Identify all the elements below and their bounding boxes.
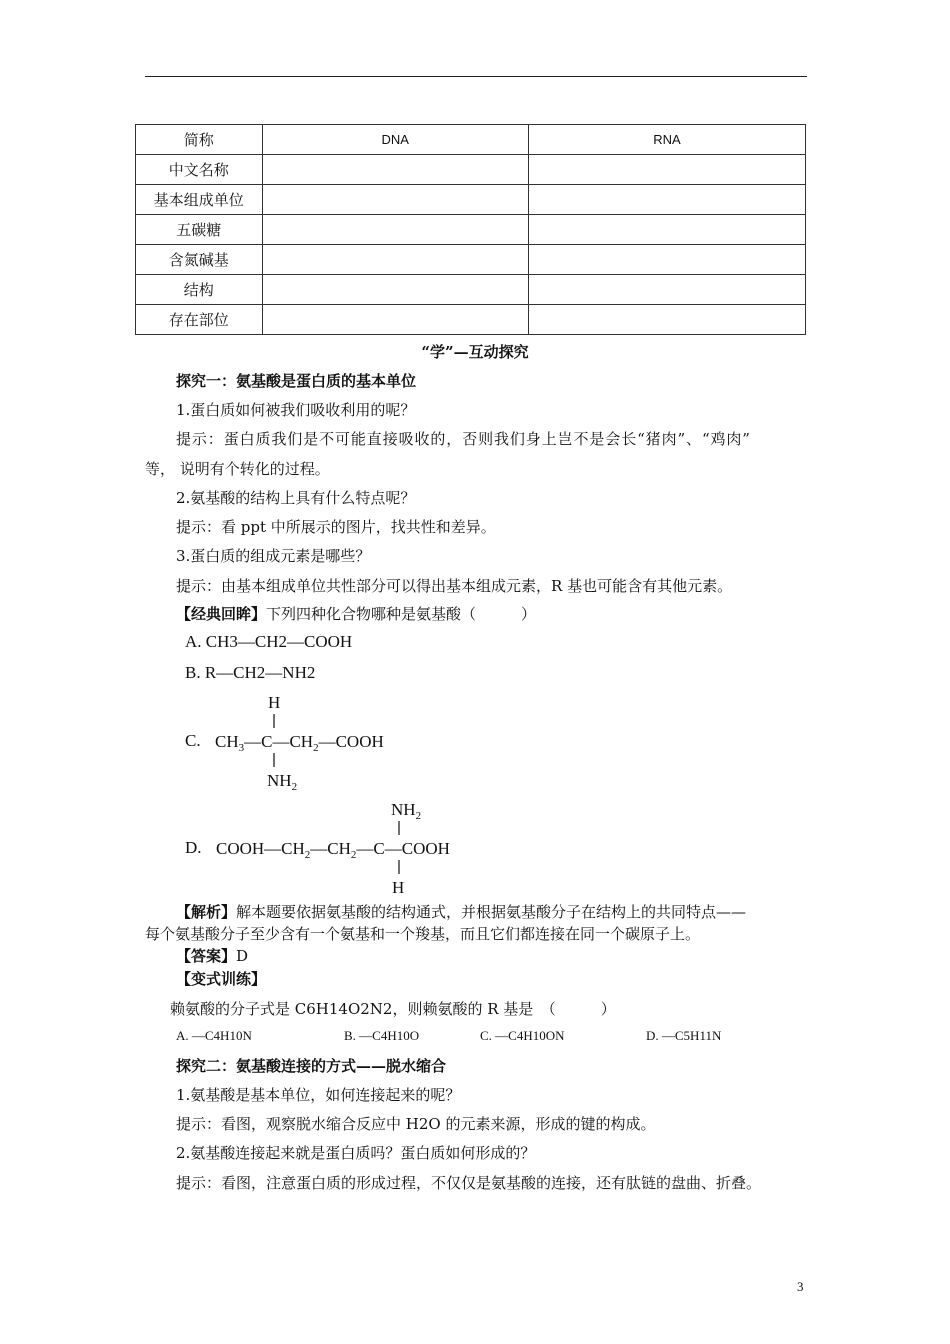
- answer-value: D: [236, 947, 249, 965]
- table-cell: [262, 185, 528, 215]
- table-cell: [262, 245, 528, 275]
- variant-option-c: C. —C4H10ON: [480, 1028, 565, 1043]
- option-d-label: D.: [185, 838, 202, 857]
- c-atom-nh2: $NH_2$: [267, 771, 298, 793]
- table-header-cell: 简称: [136, 125, 263, 155]
- option-b-label: B.: [185, 663, 201, 682]
- analysis-tag: 【解析】: [176, 903, 237, 921]
- header-rule: [145, 76, 807, 77]
- classic-question: 下列四种化合物哪种是氨基酸（ ）: [266, 605, 537, 623]
- option-a-formula: CH3—CH2—COOH: [205, 632, 353, 651]
- inquiry1-hint3: 提示：由基本组成单位共性部分可以得出基本组成元素，R 基也可能含有其他元素。: [176, 577, 733, 595]
- inquiry1-q1: 1.蛋白质如何被我们吸收利用的呢？: [176, 401, 416, 419]
- row-label: 含氮碱基: [136, 245, 263, 275]
- inquiry1-hint2: 提示：看 ppt 中所展示的图片，找共性和差异。: [176, 518, 496, 536]
- inquiry1-q3: 3.蛋白质的组成元素是哪些？: [176, 547, 371, 565]
- table-cell: [262, 305, 528, 335]
- inquiry2-hint2: 提示：看图，注意蛋白质的形成过程，不仅仅是氨基酸的连接，还有肽链的盘曲、折叠。: [176, 1174, 762, 1192]
- d-chain: $COOH—CH_2—CH_2—C—COOH$: [216, 839, 450, 861]
- table-cell: [262, 215, 528, 245]
- inquiry1-hint1-line2: 等， 说明有个转化的过程。: [145, 460, 330, 478]
- inquiry1-title: 探究一：氨基酸是蛋白质的基本单位: [176, 372, 417, 390]
- option-c-label: C.: [185, 731, 201, 750]
- option-d-structure: [205, 797, 495, 902]
- classic-question-line: [176, 604, 536, 624]
- d-atom-nh2: $NH_2$: [391, 800, 422, 822]
- inquiry2-q1: 1.氨基酸是基本单位，如何连接起来的呢？: [176, 1086, 461, 1104]
- table-row: [136, 305, 806, 335]
- table-row: [136, 245, 806, 275]
- table-cell: [528, 155, 805, 185]
- row-label: 基本组成单位: [136, 185, 263, 215]
- inquiry2-q2: 2.氨基酸连接起来就是蛋白质吗？蛋白质如何形成的？: [176, 1144, 536, 1162]
- table-header-row: [136, 125, 806, 155]
- c-atom-h: H: [268, 693, 281, 712]
- analysis-line2: 每个氨基酸分子至少含有一个氨基和一个羧基，而且它们都连接在同一个碳原子上。: [145, 925, 701, 943]
- variant-option-a: A. —C4H10N: [176, 1028, 252, 1043]
- option-c-structure: [205, 690, 425, 795]
- table-row: [136, 185, 806, 215]
- variant-tag: 【变式训练】: [176, 970, 267, 988]
- inquiry1-q2: 2.氨基酸的结构上具有什么特点呢？: [176, 489, 416, 507]
- option-b: [185, 663, 315, 683]
- row-label: 五碳糖: [136, 215, 263, 245]
- row-label: 存在部位: [136, 305, 263, 335]
- inquiry2-title: 探究二：氨基酸连接的方式——脱水缩合: [176, 1057, 447, 1075]
- table-header-cell: RNA: [528, 125, 805, 155]
- variant-question: 赖氨酸的分子式是 C6H14O2N2，则赖氨酸的 R 基是 （ ）: [170, 1000, 616, 1018]
- table-cell: [528, 305, 805, 335]
- table-cell: [528, 245, 805, 275]
- answer-tag: 【答案】: [176, 947, 237, 965]
- row-label: 结构: [136, 275, 263, 305]
- analysis-text-1: 解本题要依据氨基酸的结构通式，并根据氨基酸分子在结构上的共同特点——: [236, 903, 747, 921]
- analysis-line1: [176, 902, 746, 922]
- c-chain: $CH_3—C—CH_2—COOH$: [215, 732, 384, 754]
- table-cell: [262, 275, 528, 305]
- table-row: [136, 155, 806, 185]
- table-cell: [262, 155, 528, 185]
- option-a-label: A.: [185, 632, 202, 651]
- page-number: 3: [797, 1279, 804, 1294]
- option-b-formula: R—CH2—NH2: [204, 663, 316, 682]
- classic-tag: 【经典回眸】: [176, 605, 267, 623]
- table-cell: [528, 215, 805, 245]
- row-label: 中文名称: [136, 155, 263, 185]
- option-a: [185, 632, 352, 652]
- table-header-cell: DNA: [262, 125, 528, 155]
- table-cell: [528, 275, 805, 305]
- inquiry2-hint1: 提示：看图，观察脱水缩合反应中 H2O 的元素来源，形成的键的构成。: [176, 1115, 656, 1133]
- table-cell: [528, 185, 805, 215]
- variant-option-b: B. —C4H10O: [344, 1028, 420, 1043]
- inquiry1-hint1-line1: 提示：蛋白质我们是不可能直接吸收的，否则我们身上岂不是会长“猪肉”、“鸡肉”: [176, 430, 751, 448]
- table-row: [136, 215, 806, 245]
- dna-rna-comparison-table: [135, 124, 806, 335]
- table-row: [136, 275, 806, 305]
- section-title: “学”—互动探究: [421, 343, 529, 361]
- answer-line: [176, 946, 248, 966]
- variant-option-d: D. —C5H11N: [646, 1028, 722, 1043]
- d-atom-h: H: [392, 878, 405, 897]
